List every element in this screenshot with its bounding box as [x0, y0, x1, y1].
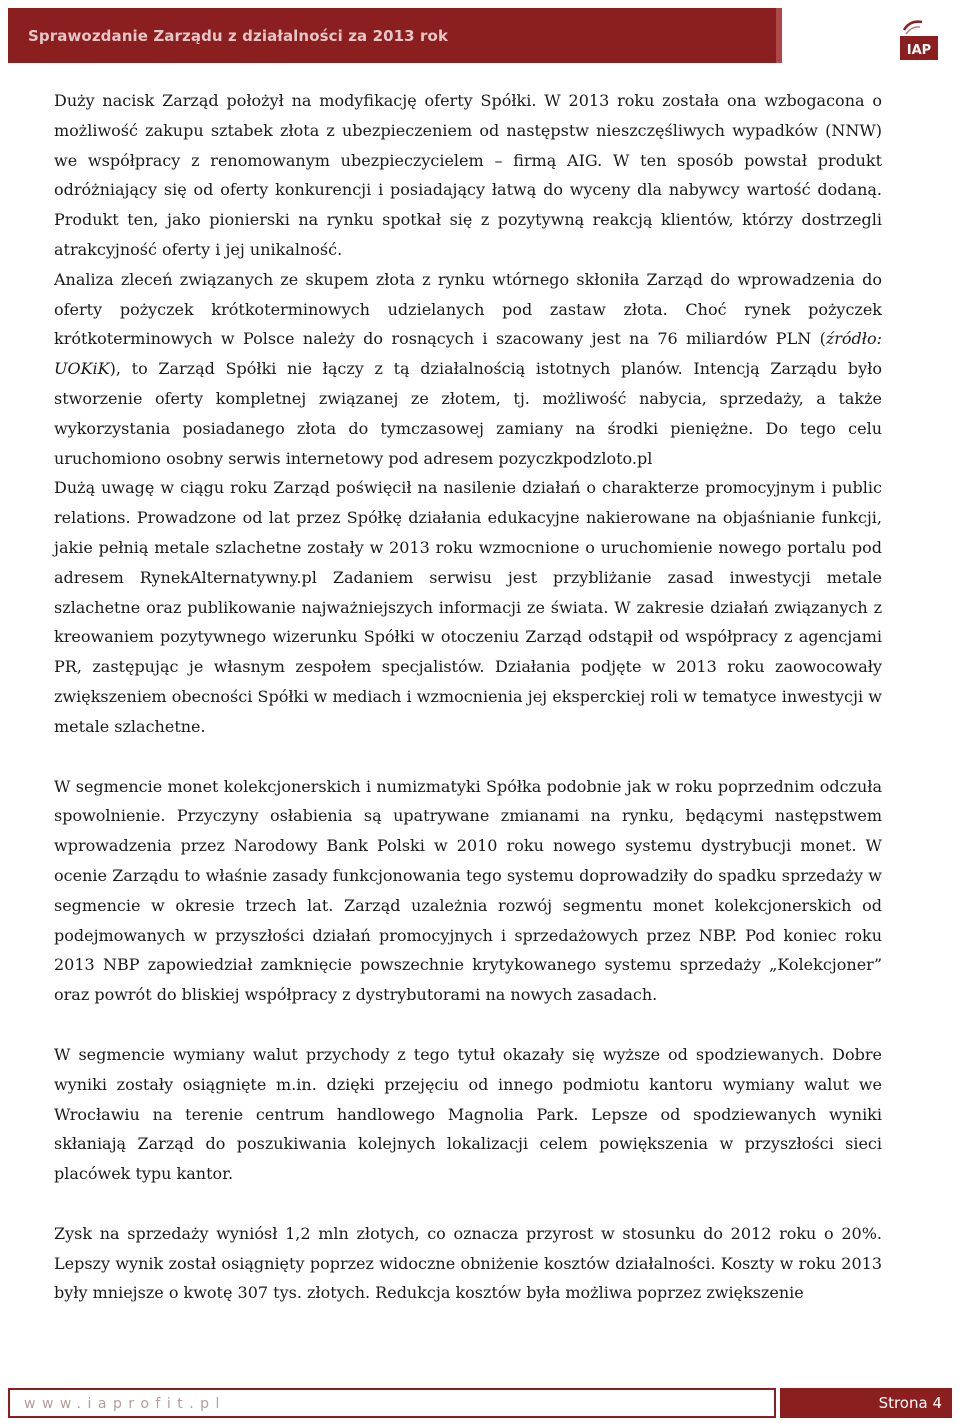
source-citation: źródło: UOKiK [54, 329, 882, 379]
logo-text: IAP [906, 43, 932, 58]
paragraph-profit: Zysk na sprzedaży wyniósł 1,2 mln złotych, co oznacza przyrost w stosunku do 2012 roku o 20%. Lepszy wynik został osiągnięty poprzez widoczne obniżenie kosztów działalności. Koszty w roku 2013 były mniejsze o kwotę 307 tys. złotych. Redukcja kosztów była możliwa poprzez zwiększenie [54, 1223, 882, 1303]
page-header [8, 8, 782, 63]
page-footer [8, 1386, 952, 1420]
footer-url: www.iaprofit.pl [24, 1396, 226, 1412]
paragraph-coins-segment: W segmencie monet kolekcjonerskich i numizmatyki Spółka podobnie jak w roku poprzednim odczuła spowolnienie. Przyczyny osłabienia są upatrywane zmianami na rynku, będącymi następstwem wprowadzenia przez Narodowy Bank Polski w 2010 roku nowego systemu dystrybucji monet. W ocenie Zarządu to właśnie zasady funkcjonowania tego systemu doprowadziły do spadku sprzedaży w segmencie w okresie trzech lat. Zarząd uzależnia rozwój segmentu monet kolekcjonerskich od podejmowanych w przyszłości działań promocyjnych i sprzedażowych przez NBP. Pod koniec roku 2013 NBP zapowiedział zamknięcie powszechnie krytykowanego systemu sprzedaży „Kolekcjoner” oraz powrót do bliskiej współpracy z dystrybutorami na nowych zasadach. [54, 776, 882, 1005]
iap-logo [896, 12, 942, 62]
paragraph-promotion: Dużą uwagę w ciągu roku Zarząd poświęcił na nasilenie działań o charakterze promocyjnym i public relations. Prowadzone od lat przez Spółkę działania edukacyjne nakierowane na objaśnianie funkcji, jakie pełnią metale szlachetne zostały w 2013 roku wzmocnione o uruchomienie nowego portalu pod adresem RynekAlternatywny.pl Zadaniem serwisu jest przybliżanie zasad inwestycji metale szlachetne oraz publikowanie najważniejszych informacji ze świata. W zakresie działań związanych z kreowaniem pozytywnego wizerunku Spółki w otoczeniu Zarząd odstąpił od współpracy z agencjami PR, zastępując je własnym zespołem specjalistów. Działania podjęte w 2013 roku zaowocowały zwiększeniem obecności Spółki w mediach i wzmocnienia jej eksperckiej roli w tematyce inwestycji w metale szlachetne. [54, 478, 882, 736]
iap-logo-icon [896, 12, 942, 62]
footer-url-bar [8, 1388, 776, 1418]
paragraph-currency-segment: W segmencie wymiany walut przychody z tego tytuł okazały się wyższe od spodziewanych. Dobre wyniki zostały osiągnięte m.in. dzięki przejęciu od innego podmiotu kantoru wymiany walut we Wrocławiu na terenie centrum handlowego Magnolia Park. Lepsze od spodziewanych wyniki skłaniają Zarząd do poszukiwania kolejnych lokalizacji celem powiększenia w przyszłości sieci placówek typu kantor. [54, 1044, 882, 1184]
paragraph-loans-text-2: ), to Zarząd Spółki nie łączy z tą działalnością istotnych planów. Intencją Zarządu było stworzenie oferty kompletnej związanej ze złotem, tj. możliwość nabycia, sprzedaży, a także wykorzystania posiadanego złota do tymczasowej zamiany na środki pieniężne. Do tego celu uruchomiono osobny serwis internetowy pod adresem pozyczkpodzloto.pl [54, 359, 882, 468]
paragraph-loans [54, 265, 882, 474]
footer-page-box [780, 1388, 952, 1418]
header-title: Sprawozdanie Zarządu z działalności za 2013 rok [28, 27, 449, 45]
paragraph-product-offer: Duży nacisk Zarząd położył na modyfikację oferty Spółki. W 2013 roku została ona wzbogacona o możliwość zakupu sztabek złota z ubezpieczeniem od następstw nieszczęśliwych wypadków (NNW) we współpracy z renomowanym ubezpieczycielem – firmą AIG. W ten sposób powstał produkt odróżniający się od oferty konkurencji i posiadający łatwą do wyceny dla nabywcy wartość dodaną. Produkt ten, jako pionierski na rynku spotkał się z pozytywną reakcją klientów, którzy dostrzegli atrakcyjność oferty i jej unikalność. [54, 91, 882, 259]
paragraph-loans-text-1: Analiza zleceń związanych ze skupem złota z rynku wtórnego skłoniła Zarząd do wprowadzenia do oferty pożyczek krótkoterminowych udzielanych pod zastaw złota. Choć rynek pożyczek krótkoterminowych w Polsce należy do rosnących i szacowany jest na 76 miliardów PLN ( [54, 269, 882, 349]
page-number: Strona 4 [878, 1394, 942, 1412]
report-body [54, 86, 882, 1308]
